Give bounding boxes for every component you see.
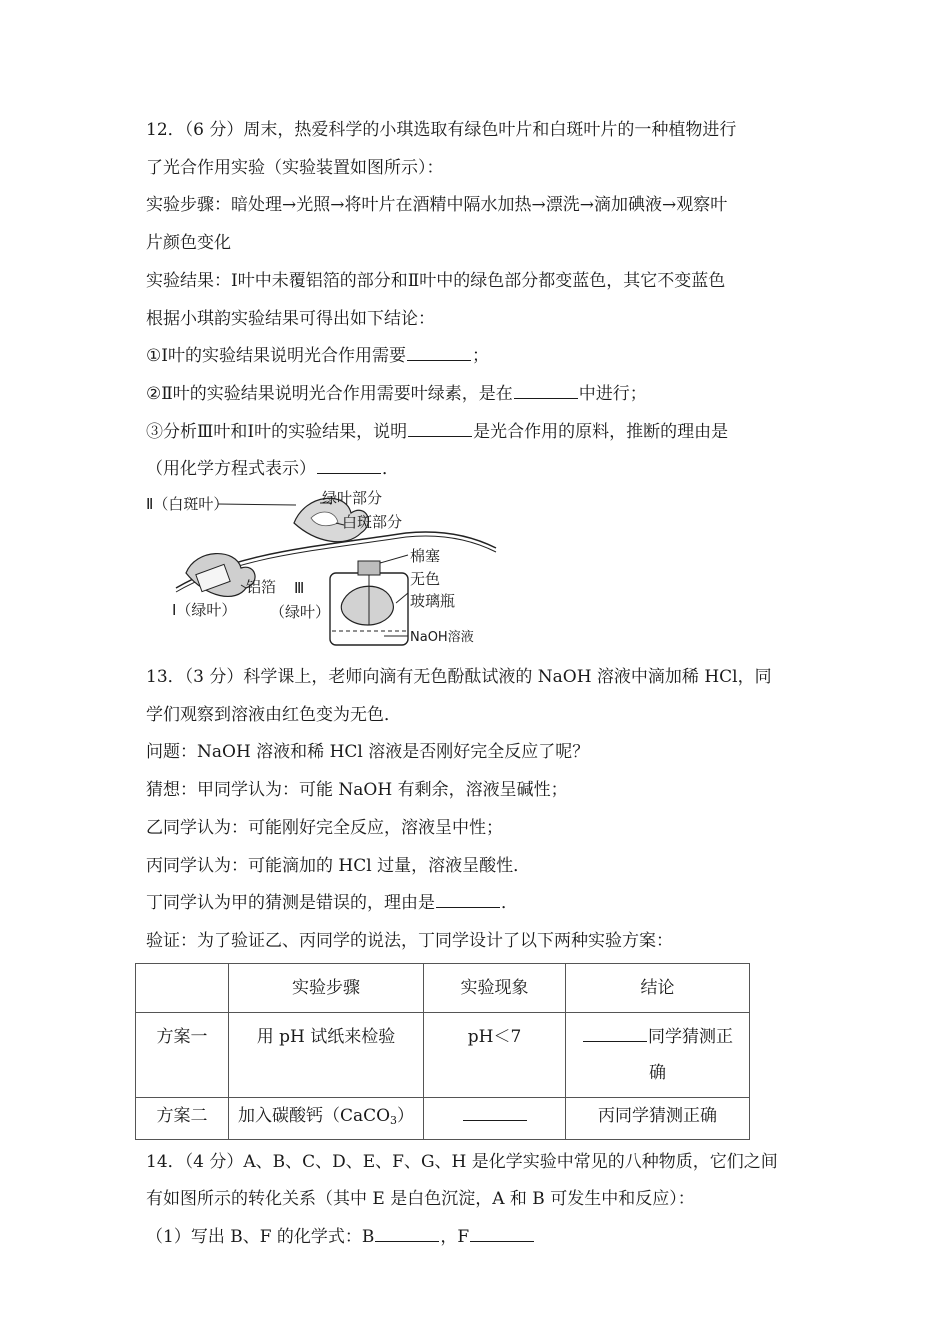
plan-1-phenomenon: pH＜7: [424, 1012, 566, 1097]
answer-blank[interactable]: [583, 1027, 647, 1042]
table-row: [136, 1097, 750, 1139]
q13-question: 问题：NaOH 溶液和稀 HCl 溶液是否刚好完全反应了呢？: [146, 742, 590, 763]
plan-2-phenomenon: [424, 1097, 566, 1139]
q13-verify-intro: 验证：为了验证乙、丙同学的说法，丁同学设计了以下两种实验方案：: [146, 930, 673, 951]
q12-conclusion-intro: 根据小琪韵实验结果可得出如下结论：: [146, 308, 435, 329]
answer-blank[interactable]: [470, 1227, 534, 1242]
q12-line-1: 12．（6 分）周末，热爱科学的小琪选取有绿色叶片和白斑叶片的一种植物进行: [146, 120, 737, 140]
plan-2-step: 加入碳酸钙（CaCO$_3$）: [229, 1097, 424, 1139]
q12-conclusion-3: ③分析Ⅲ叶和Ⅰ叶的实验结果，说明 是光合作用的原料，推断的理由是: [146, 421, 729, 442]
table-row: [136, 1012, 750, 1097]
q13-ding-reason: 丁同学认为甲的猜测是错误的，理由是 ．: [146, 893, 518, 914]
label-cotton: 棉塞: [410, 547, 441, 566]
q13-line-1: 13．（3 分）科学课上，老师向滴有无色酚酞试液的 NaOH 溶液中滴加稀 HCl，同: [146, 667, 772, 688]
plan-2-label: 方案二: [136, 1097, 229, 1139]
answer-blank[interactable]: [514, 384, 578, 399]
answer-blank[interactable]: [436, 893, 500, 908]
label-leaf-1: Ⅰ（绿叶）: [172, 601, 237, 620]
answer-blank[interactable]: [463, 1106, 527, 1121]
plan-2-conclusion: 丙同学猜测正确: [566, 1097, 750, 1139]
table-header-steps: 实验步骤: [229, 963, 424, 1012]
plan-1-step: 用 pH 试纸来检验: [229, 1012, 424, 1097]
q14-part-1: （1）写出 B、F 的化学式：B ，F: [146, 1219, 811, 1257]
q12-conclusion-1: ①Ⅰ叶的实验结果说明光合作用需要 ；: [146, 346, 489, 367]
q14-line-2: 有如图所示的转化关系（其中 E 是白色沉淀，A 和 B 可发生中和反应）：: [146, 1189, 695, 1210]
label-colorless: 无色: [410, 570, 441, 589]
label-leaf-3: Ⅲ: [294, 579, 305, 598]
table-header-empty: [136, 963, 229, 1012]
label-naoh: NaOH溶液: [410, 630, 474, 646]
q12-steps-line-2: 片颜色变化: [146, 233, 231, 254]
table-header-conclusion: 结论: [566, 963, 750, 1012]
label-leaf-2: Ⅱ（白斑叶）: [146, 495, 229, 514]
q13-guess-bing: 丙同学认为：可能滴加的 HCl 过量，溶液呈酸性．: [146, 855, 531, 876]
q13-guess-yi: 乙同学认为：可能刚好完全反应，溶液呈中性；: [146, 817, 503, 838]
label-leaf-3-sub: （绿叶）: [270, 603, 331, 622]
plan-1-conclusion: 同学猜测正 确: [566, 1012, 750, 1097]
answer-blank[interactable]: [375, 1227, 439, 1242]
q12-steps-line-1: 实验步骤：暗处理→光照→将叶片在酒精中隔水加热→漂洗→滴加碘液→观察叶: [146, 195, 728, 216]
label-white-part: 白斑部分: [342, 513, 403, 532]
plan-1-label: 方案一: [136, 1012, 229, 1097]
photosynthesis-figure: [146, 489, 811, 653]
q12-result-line: 实验结果：Ⅰ叶中未覆铝箔的部分和Ⅱ叶中的绿色部分都变蓝色，其它不变蓝色: [146, 270, 726, 291]
label-bottle: 玻璃瓶: [410, 592, 456, 611]
table-header-phenomenon: 实验现象: [424, 963, 566, 1012]
table-header-row: [136, 963, 750, 1012]
answer-blank[interactable]: [317, 459, 381, 474]
exam-page: [146, 112, 811, 1257]
q12-conclusion-4: （用化学方程式表示） ．: [146, 459, 399, 480]
q13-line-2: 学们观察到溶液由红色变为无色．: [146, 704, 401, 725]
q12-conclusion-2: ②Ⅱ叶的实验结果说明光合作用需要叶绿素，是在 中进行；: [146, 383, 647, 404]
label-green-part: 绿叶部分: [322, 489, 383, 508]
answer-blank[interactable]: [407, 346, 471, 361]
q14-line-1: 14．（4 分）A、B、C、D、E、F、G、H 是化学实验中常见的八种物质，它们之间: [146, 1151, 778, 1172]
q13-guess-jia: 猜想：甲同学认为：可能 NaOH 有剩余，溶液呈碱性；: [146, 780, 568, 801]
answer-blank[interactable]: [408, 422, 472, 437]
label-foil: 铝箔: [246, 578, 277, 597]
experiment-table: [135, 963, 750, 1140]
q12-line-2: 了光合作用实验（实验装置如图所示）：: [146, 157, 444, 178]
